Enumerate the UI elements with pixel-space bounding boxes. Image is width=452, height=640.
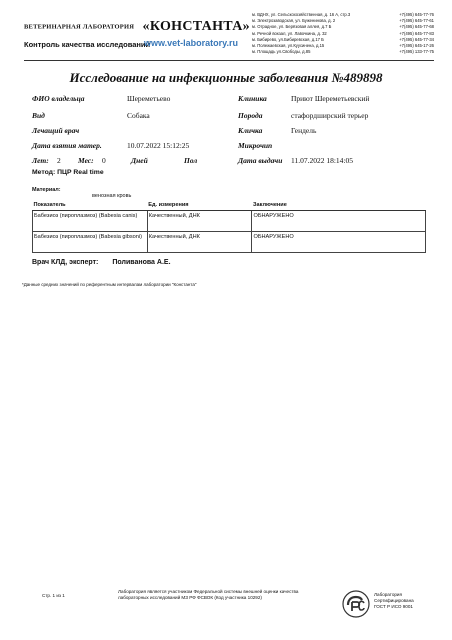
website-link[interactable]: www.vet-laboratory.ru — [144, 38, 239, 48]
column-header-conclusion: Заключение — [252, 199, 426, 210]
branch-address: м. Площадь ул.Свободы, д.85 — [252, 49, 311, 55]
species-label: Вид — [32, 111, 45, 120]
branch-address: м. Электрозаводская, ул. Буженинова, д. 2 — [252, 18, 336, 24]
branch-address: м. Полежаевская, ул.Куусинена, д.15 — [252, 43, 325, 49]
branch-addresses — [252, 12, 434, 55]
microchip-label: Микрочип — [238, 141, 273, 150]
lab-header — [24, 12, 434, 56]
indicator-cell: Бабезиоз (пироплазмоз) (Babesia gibsoni) — [33, 231, 148, 252]
lab-title — [24, 18, 250, 36]
species-value: Собака — [127, 111, 150, 120]
results-table — [32, 199, 426, 253]
cert-line: ГОСТ Р ИСО 9001 — [374, 604, 413, 609]
indicator-cell: Бабезиоз (пироплазмоз) (Babesia canis) — [33, 210, 148, 231]
reference-footnote: *Данные средних значений по референтным интервалам лаборатории "Константа" — [22, 282, 197, 287]
branch-phone: +7(495) 645-77-34 — [399, 36, 434, 42]
clinic-value: Приют Шереметьевский — [291, 94, 370, 103]
table-header-row — [33, 199, 426, 210]
days-label: Дней — [131, 156, 148, 165]
branch-phone: +7(495) 133-77-75 — [399, 49, 434, 55]
table-row — [33, 231, 426, 252]
clinic-label: Клиника — [238, 94, 267, 103]
method-line: Метод: ПЦР Real time — [32, 169, 104, 176]
conclusion-cell: ОБНАРУЖЕНО — [252, 231, 426, 252]
branch-address: м. Речной вокзал, ул. Лавочкина, д. 32 — [252, 30, 327, 36]
issued-value: 11.07.2022 18:14:05 — [291, 156, 354, 165]
federal-system-note — [118, 589, 348, 602]
age-years-label: Лет: — [32, 156, 49, 165]
age-months-value: 0 — [102, 156, 106, 165]
doctor-name: Поливанова А.Е. — [112, 259, 171, 266]
doctor-label: Врач КЛД, эксперт: — [32, 259, 99, 266]
lab-name: «КОНСТАНТА» — [142, 18, 250, 34]
sex-label: Пол — [184, 156, 198, 165]
header-divider — [24, 60, 434, 61]
table-row — [33, 210, 426, 231]
federal-note-line: Лаборатория является участником Федеральной системы внешней оценки качества — [118, 589, 299, 594]
report-title: Исследование на инфекционные заболевания №489898 — [69, 70, 383, 85]
age-months-label: Мес: — [78, 156, 94, 165]
page-number: Стр. 1 из 1 — [42, 593, 65, 598]
branch-address: м. ВДНХ, ул. Сельскохозяйственная, д. 16 А, стр.3 — [252, 12, 351, 17]
vet-label: Лечащий врач — [32, 126, 80, 135]
lab-prefix: ВЕТЕРИНАРНАЯ ЛАБОРАТОРИЯ — [24, 23, 135, 31]
branch-phone: +7(495) 645-77-83 — [399, 30, 434, 36]
material-value: венозная кровь — [92, 193, 132, 199]
federal-note-line: лабораторных исследований МЗ РФ ФСВОК (Код участника 10292) — [118, 595, 262, 601]
certification-text — [374, 592, 414, 610]
certification-mark-icon — [339, 589, 373, 619]
branch-address: м. Бибирево, ул.Бибиревская, д.17 Б — [252, 36, 324, 42]
collected-label: Дата взятия матер. — [32, 141, 102, 150]
branch-phone: +7(495) 645-77-61 — [399, 18, 434, 24]
unit-cell: Качественный, ДНК — [147, 231, 252, 252]
column-header-indicator: Показатель — [33, 199, 148, 210]
branch-address: м. Отрадное, ул. Берёзовая аллея, д.7 Б — [252, 24, 332, 30]
quality-line: Контроль качества исследований — [24, 40, 151, 49]
column-header-unit: Ед. измерения — [147, 199, 252, 210]
branch-phone: +7(495) 645-17-26 — [399, 43, 434, 49]
breed-label: Порода — [238, 111, 263, 120]
owner-label: ФИО владельца — [32, 94, 85, 103]
conclusion-cell: ОБНАРУЖЕНО — [252, 210, 426, 231]
cert-line: Сертифицирована — [374, 598, 414, 603]
doctor-signature-line — [32, 259, 171, 266]
owner-value: Шереметьево — [127, 94, 171, 103]
breed-value: стафордширский терьер — [291, 111, 369, 120]
issued-label: Дата выдачи — [238, 156, 283, 165]
age-years-value: 2 — [57, 156, 61, 165]
address-row — [252, 49, 434, 55]
branch-phone: +7(495) 645-77-68 — [399, 24, 434, 30]
material-label: Материал: — [32, 187, 61, 193]
unit-cell: Качественный, ДНК — [147, 210, 252, 231]
cert-line: Лаборатория — [374, 592, 402, 597]
nickname-value: Гендель — [291, 126, 317, 135]
nickname-label: Кличка — [238, 126, 263, 135]
branch-phone: +7(495) 645-77-76 — [399, 12, 434, 17]
collected-value: 10.07.2022 15:12:25 — [127, 141, 190, 150]
